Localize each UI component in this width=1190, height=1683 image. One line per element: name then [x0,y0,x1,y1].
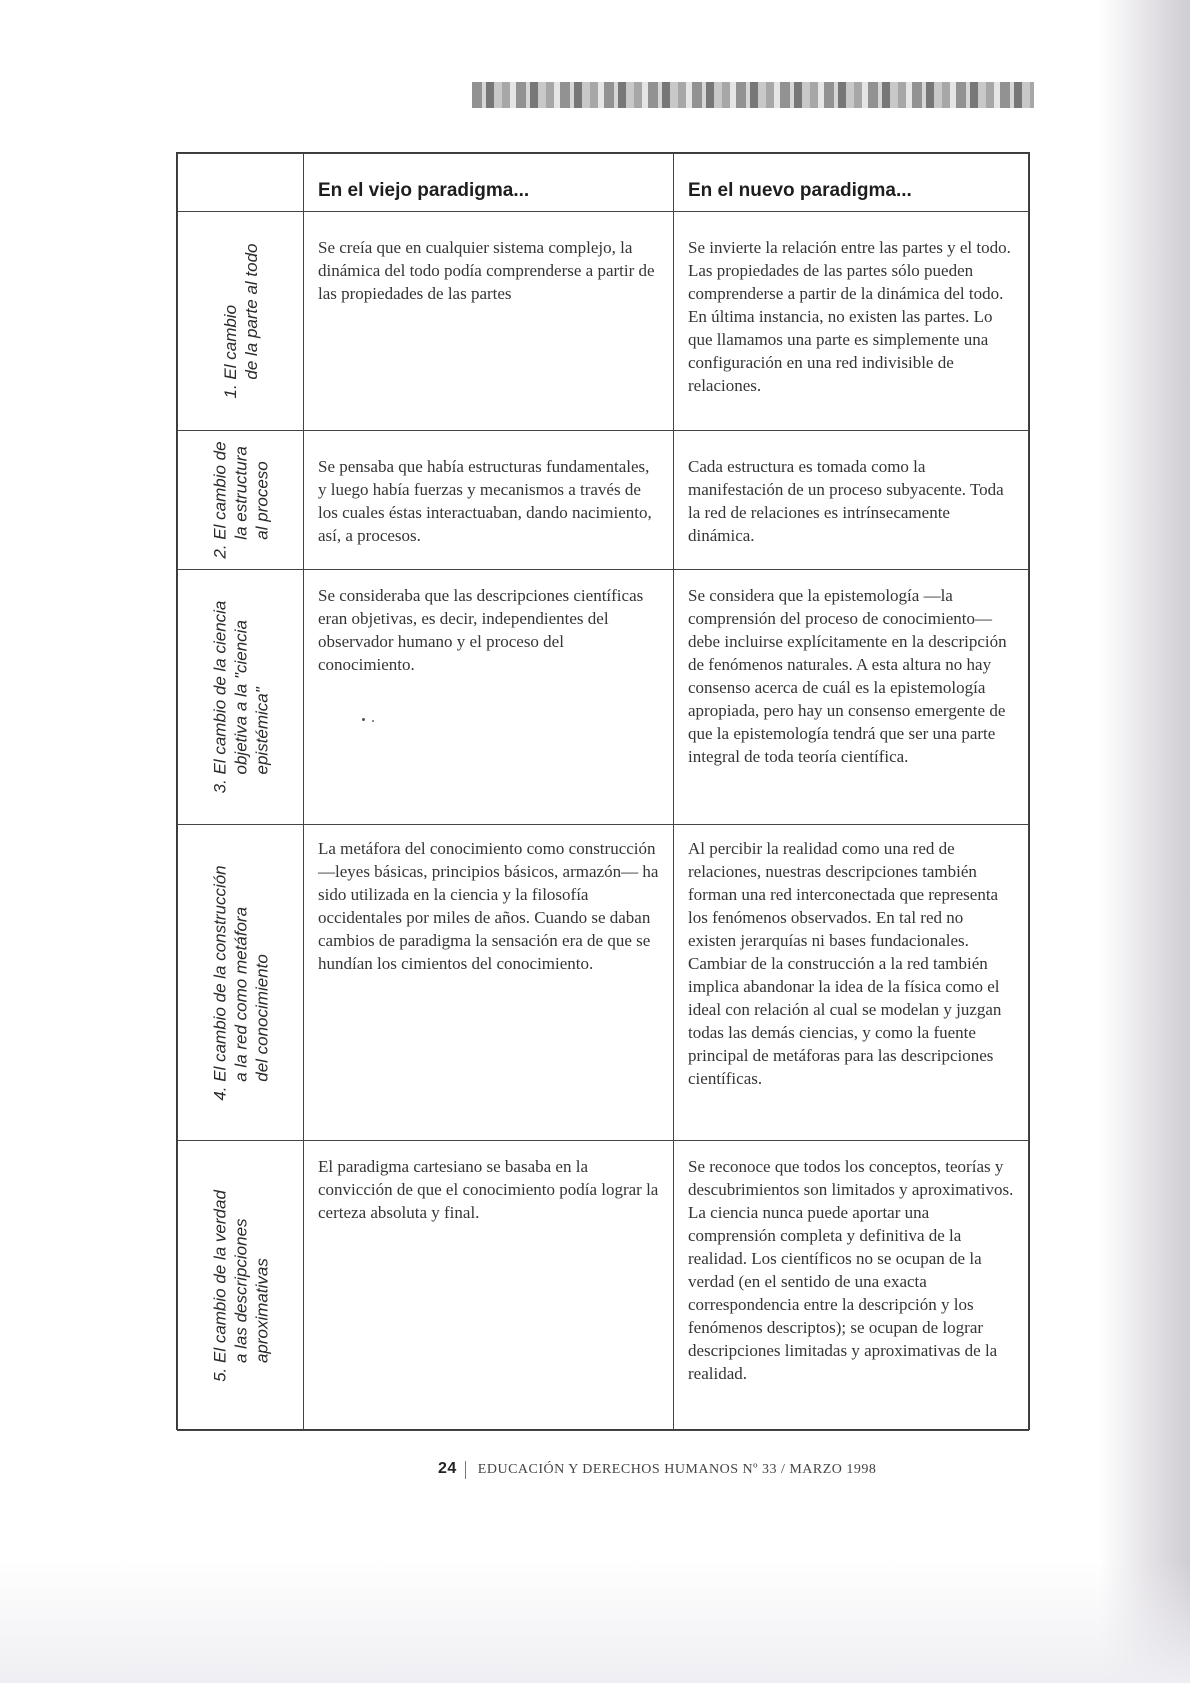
old-paradigm-text: Se pensaba que había estructuras fundamentales, y luego había fuerzas y mecanismos a través de los cuales éstas interactuaban, dando nacimiento, así, a procesos. [304,431,674,570]
row-label-cell [178,825,304,1141]
page-footer [438,1460,876,1479]
page-bottom-shade [0,1560,1190,1683]
publication-info: EDUCACIÓN Y DERECHOS HUMANOS Nº 33 / MARZO 1998 [477,1462,877,1477]
new-paradigm-text: Se considera que la epistemología —la comprensión del proceso de conocimiento— debe incluirse explícitamente en la descripción de fenómenos naturales. A esta altura no hay consenso acerca de cuál es la epistemología apropiada, pero hay un consenso emergente de que la epistemología tendrá que ser una parte integral de toda teoría científica. [674,570,1029,825]
decorative-header-strip [472,82,1034,108]
new-paradigm-text: Al percibir la realidad como una red de relaciones, nuestras descripciones también forman una red interconectada que representa los fenómenos observados. En tal red no existen jerarquías ni bases fundacionales. Cambiar de la construcción a la red también implica abandonar la idea de la física como el ideal con relación al cual se modelan y juzgan todas las demás ciencias, y como la fuente principal de metáforas para las descripciones científicas. [674,825,1029,1141]
row-label-cell [178,1141,304,1431]
row-label-cell [178,570,304,825]
row-label: 1. El cambio de la parte al todo [220,243,261,399]
scan-speck [372,720,374,722]
column-header-old-paradigm: En el viejo paradigma... [304,154,674,212]
row-label: 4. El cambio de la construcción a la red como metáfora del conocimiento [210,864,271,1101]
old-paradigm-text: La metáfora del conocimiento como construcción —leyes básicas, principios básicos, armazón— ha sido utilizada en la ciencia y la filosofía occidentales por miles de años. Cuando se daban cambios de paradigma la sensación era de que se hundían los cimientos del conocimiento. [304,825,674,1141]
table-row [178,1141,1029,1431]
row-label: 3. El cambio de la ciencia objetiva a la "ciencia epistémica" [210,600,271,794]
new-paradigm-text: Se reconoce que todos los conceptos, teorías y descubrimientos son limitados y aproximativos. La ciencia nunca puede aportar una comprensión completa y definitiva de la realidad. Los científicos no se ocupan de la verdad (en el sentido de una exacta correspondencia entre la descripción y los fenómenos descriptos); se ocupan de lograr descripciones limitadas y aproximativas de la realidad. [674,1141,1029,1431]
table-row [178,212,1029,431]
table-row [178,431,1029,570]
new-paradigm-text: Se invierte la relación entre las partes y el todo. Las propiedades de las partes sólo pueden comprenderse a partir de la dinámica del todo. En última instancia, no existen las partes. Lo que llamamos una parte es simplemente una configuración en una red indivisible de relaciones. [674,212,1029,431]
page-number: 24 [438,1460,457,1477]
corner-cell [178,154,304,212]
table-row [178,570,1029,825]
footer-divider [465,1461,466,1479]
old-paradigm-text: Se creía que en cualquier sistema complejo, la dinámica del todo podía comprenderse a partir de las propiedades de las partes [304,212,674,431]
new-paradigm-text: Cada estructura es tomada como la manifestación de un proceso subyacente. Toda la red de relaciones es intrínsecamente dinámica. [674,431,1029,570]
row-label-cell [178,212,304,431]
page-edge-shadow [1100,0,1190,1683]
row-label: 5. El cambio de la verdad a las descripciones aproximativas [210,1189,271,1382]
old-paradigm-text: El paradigma cartesiano se basaba en la convicción de que el conocimiento podía lograr la certeza absoluta y final. [304,1141,674,1431]
old-paradigm-text: Se consideraba que las descripciones científicas eran objetivas, es decir, independientes del observador humano y el proceso del conocimiento. [304,570,674,825]
paradigm-comparison-table [176,152,1030,1430]
table-row [178,825,1029,1141]
column-header-new-paradigm: En el nuevo paradigma... [674,154,1029,212]
row-label: 2. El cambio de la estructura al proceso [210,441,271,559]
scan-speck [362,718,365,721]
table-header-row [178,154,1029,212]
row-label-cell [178,431,304,570]
